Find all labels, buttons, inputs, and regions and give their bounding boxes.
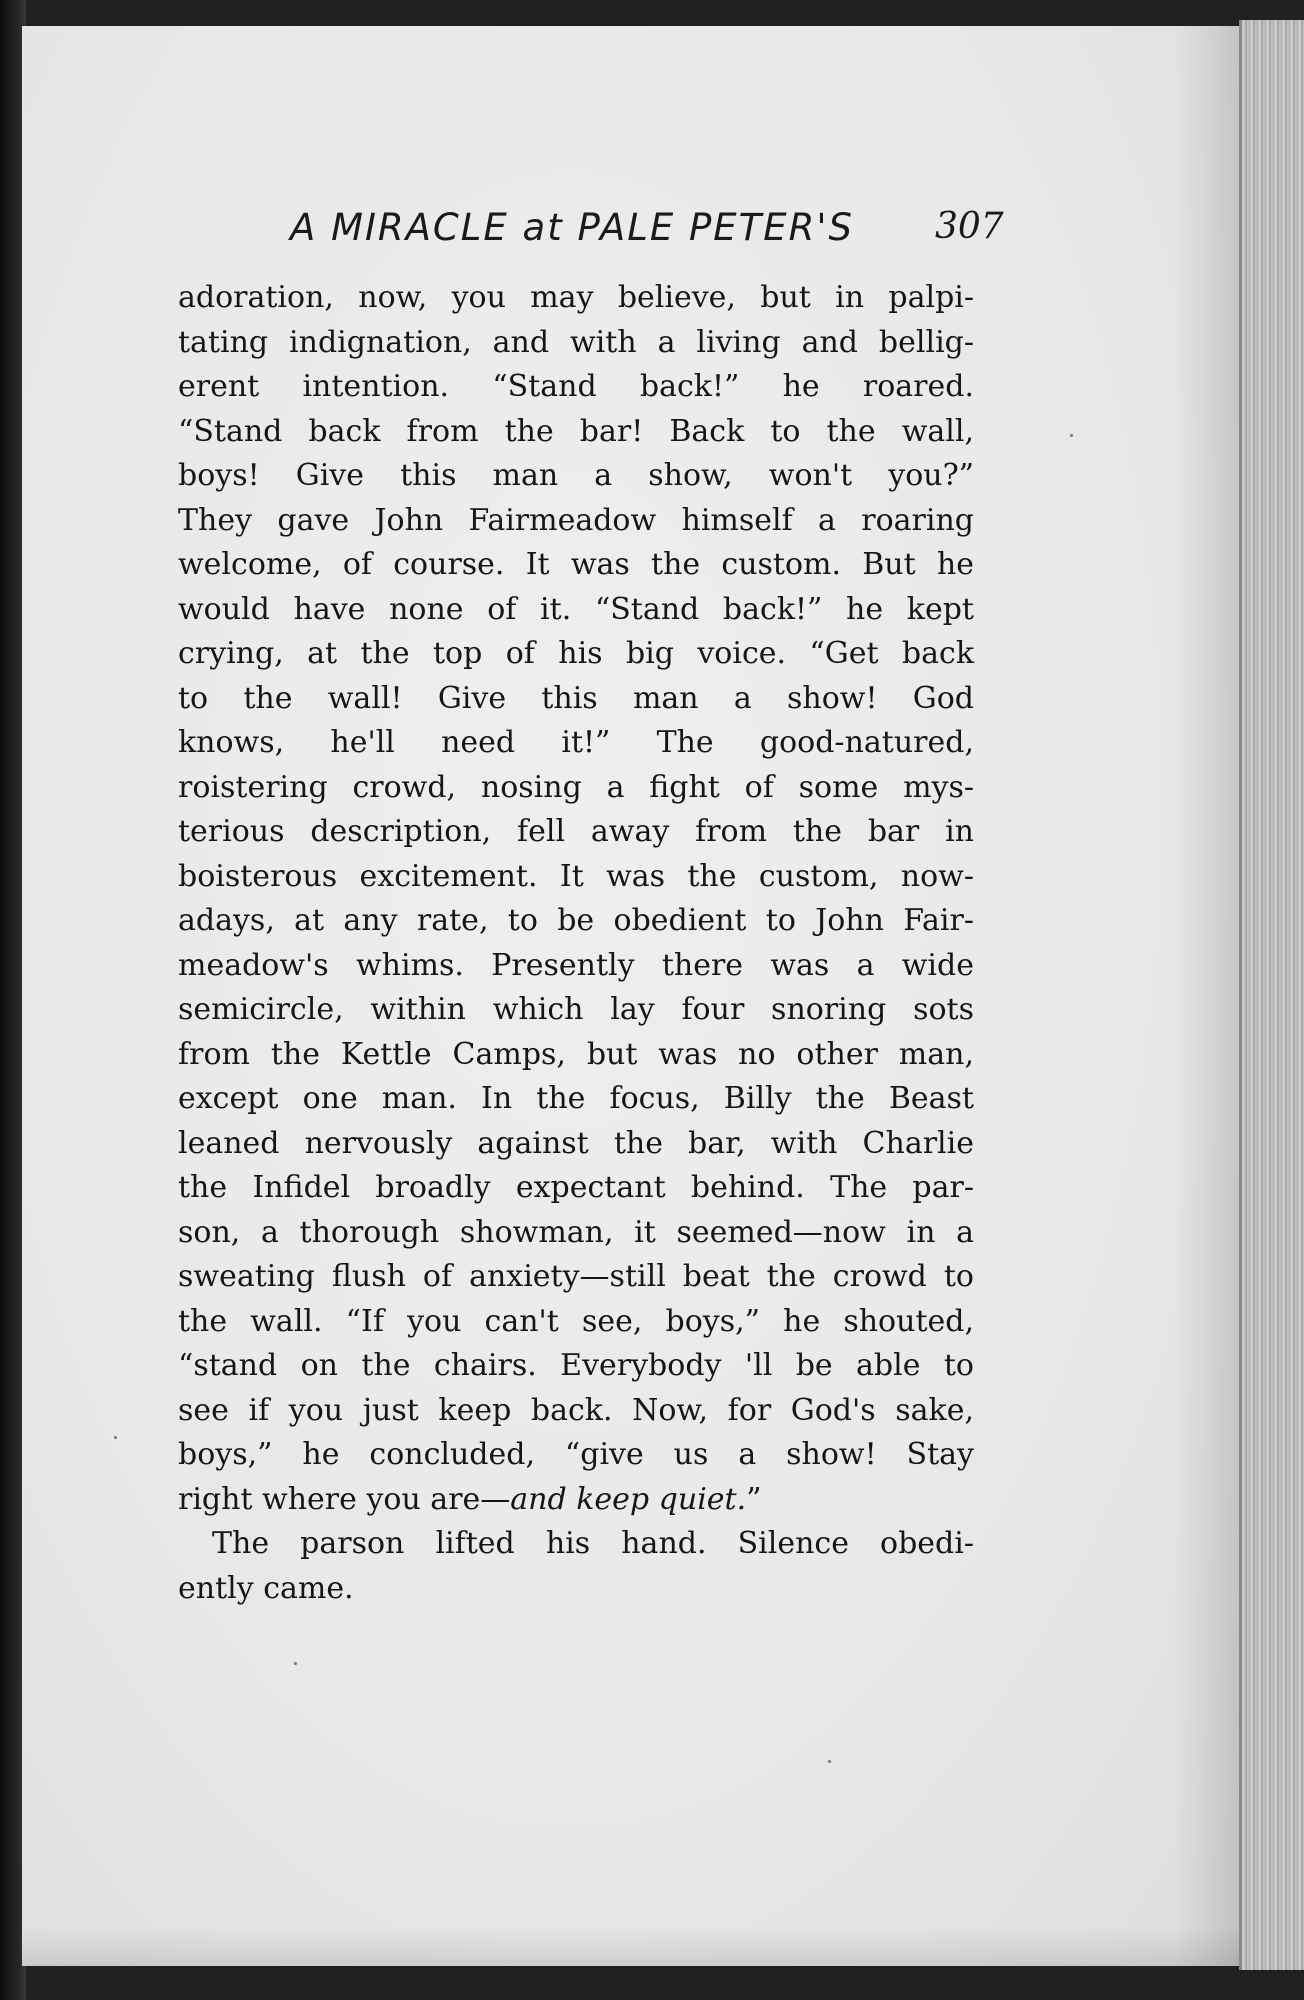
text-line: adoration, now, you may believe, but in palpi- xyxy=(178,280,974,315)
paper-speck xyxy=(1070,434,1073,437)
text-line: sweating flush of anxiety—still beat the crowd to xyxy=(178,1259,974,1294)
page-number: 307 xyxy=(935,206,1004,247)
text-line: leaned nervously against the bar, with Charlie xyxy=(178,1125,974,1161)
text-line: boisterous excitement. It was the custom, now- xyxy=(178,858,974,894)
text-line: see if you just keep back. Now, for God's sake, xyxy=(178,1392,974,1428)
closing-quote: ” xyxy=(746,1481,762,1517)
running-head xyxy=(290,206,1040,266)
text-line: welcome, of course. It was the custom. But he xyxy=(178,547,974,582)
paper-speck xyxy=(294,1662,297,1665)
text-line: roistering crowd, nosing a fight of some mys- xyxy=(178,769,974,805)
text-line-with-italic xyxy=(178,1478,974,1523)
text-line: They gave John Fairmeadow himself a roaring xyxy=(178,502,974,538)
text-line: to the wall! Give this man a show! God xyxy=(178,680,974,716)
text-line: adays, at any rate, to be obedient to John Fair- xyxy=(178,903,974,938)
text-line: erent intention. “Stand back!” he roared. xyxy=(178,369,974,404)
page-fore-edges xyxy=(1239,20,1304,1970)
paper-speck xyxy=(114,1436,117,1439)
roman-text: right where you are— xyxy=(178,1481,511,1517)
text-line: crying, at the top of his big voice. “Get back xyxy=(178,636,974,671)
text-line: knows, he'll need it!” The good-natured, xyxy=(178,725,974,760)
page-curl-shadow xyxy=(1172,26,1242,1966)
text-line: terious description, fell away from the bar in xyxy=(178,814,974,849)
text-line: son, a thorough showman, it seemed—now in a xyxy=(178,1214,974,1250)
paragraph-line: ently came. xyxy=(178,1570,354,1606)
text-line: meadow's whims. Presently there was a wide xyxy=(178,947,974,983)
paper-speck xyxy=(828,1760,831,1763)
running-title: A MIRACLE at PALE PETER'S xyxy=(290,206,855,249)
text-line: tating indignation, and with a living and bellig- xyxy=(178,324,974,360)
page-bottom-shadow xyxy=(22,1926,1242,1966)
body-text xyxy=(178,276,974,1611)
paragraph-line: The parson lifted his hand. Silence obedi- xyxy=(212,1526,974,1561)
text-line: except one man. In the focus, Billy the Beast xyxy=(178,1081,974,1116)
text-line: from the Kettle Camps, but was no other man, xyxy=(178,1036,974,1072)
text-line: boys,” he concluded, “give us a show! Stay xyxy=(178,1437,974,1472)
text-line: semicircle, within which lay four snoring sots xyxy=(178,992,974,1027)
text-line: the Infidel broadly expectant behind. The par- xyxy=(178,1170,974,1205)
italic-text: and keep quiet. xyxy=(510,1481,747,1517)
text-line: boys! Give this man a show, won't you?” xyxy=(178,458,974,493)
text-line: “Stand back from the bar! Back to the wall, xyxy=(178,413,974,449)
text-line: “stand on the chairs. Everybody 'll be able to xyxy=(178,1348,974,1383)
text-line: the wall. “If you can't see, boys,” he shouted, xyxy=(178,1303,974,1339)
text-line: would have none of it. “Stand back!” he kept xyxy=(178,591,974,627)
